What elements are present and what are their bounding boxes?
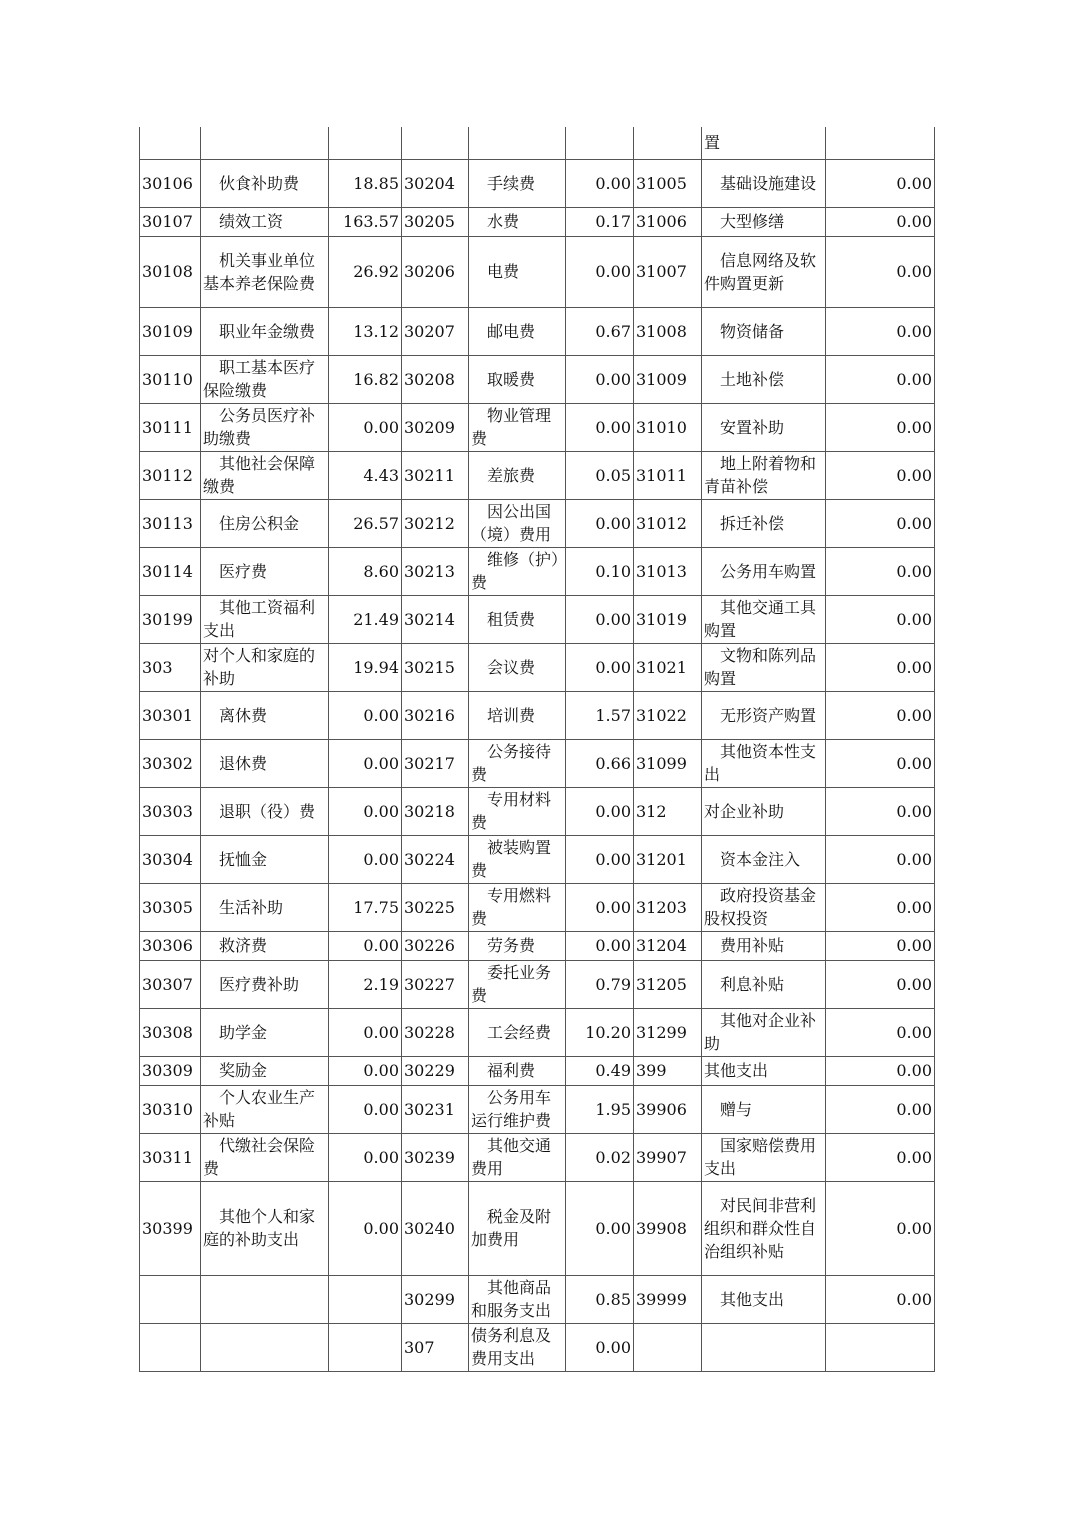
amount-cell: 0.79 — [566, 960, 634, 1008]
econ-code-cell: 312 — [634, 787, 702, 835]
amount-cell: 0.00 — [329, 835, 402, 883]
amount-cell: 0.85 — [566, 1275, 634, 1323]
item-name-cell: 赠与 — [702, 1085, 826, 1133]
item-name-cell: 电费 — [469, 236, 566, 307]
item-name-cell: 资本金注入 — [702, 835, 826, 883]
item-name-cell: 职业年金缴费 — [201, 307, 329, 355]
amount-cell: 0.00 — [826, 1133, 935, 1181]
econ-code-cell: 30112 — [140, 451, 201, 499]
table-row — [140, 787, 935, 835]
amount-cell: 0.00 — [329, 787, 402, 835]
item-name-cell: 公务用车购置 — [702, 547, 826, 595]
item-name-cell — [702, 1323, 826, 1371]
item-name-cell: 取暖费 — [469, 355, 566, 403]
item-name-cell: 差旅费 — [469, 451, 566, 499]
amount-cell: 26.57 — [329, 499, 402, 547]
econ-code-cell: 31011 — [634, 451, 702, 499]
econ-code-cell: 30310 — [140, 1085, 201, 1133]
item-name-cell: 其他交通工具购置 — [702, 595, 826, 643]
amount-cell: 0.00 — [826, 451, 935, 499]
amount-cell: 0.00 — [826, 835, 935, 883]
table-row — [140, 691, 935, 739]
item-name-cell: 租赁费 — [469, 595, 566, 643]
econ-code-cell: 30299 — [402, 1275, 469, 1323]
econ-code-cell: 31013 — [634, 547, 702, 595]
item-name-cell: 大型修缮 — [702, 207, 826, 236]
econ-code-cell: 31099 — [634, 739, 702, 787]
amount-cell: 0.00 — [826, 931, 935, 960]
econ-code-cell — [634, 1323, 702, 1371]
table-row — [140, 451, 935, 499]
table-row — [140, 931, 935, 960]
econ-code-cell: 30114 — [140, 547, 201, 595]
table-row — [140, 1085, 935, 1133]
item-name-cell: 伙食补助费 — [201, 159, 329, 207]
table-row — [140, 1008, 935, 1056]
item-name-cell: 委托业务费 — [469, 960, 566, 1008]
amount-cell: 0.00 — [826, 883, 935, 931]
table-row — [140, 1056, 935, 1085]
amount-cell: 0.00 — [826, 355, 935, 403]
econ-code-cell: 399 — [634, 1056, 702, 1085]
econ-code-cell: 30218 — [402, 787, 469, 835]
amount-cell: 0.00 — [566, 499, 634, 547]
amount-cell: 0.00 — [566, 835, 634, 883]
amount-cell — [329, 127, 402, 159]
amount-cell: 0.17 — [566, 207, 634, 236]
amount-cell: 0.67 — [566, 307, 634, 355]
item-name-cell: 奖励金 — [201, 1056, 329, 1085]
econ-code-cell: 30205 — [402, 207, 469, 236]
econ-code-cell: 30209 — [402, 403, 469, 451]
econ-code-cell: 30228 — [402, 1008, 469, 1056]
item-name-cell: 对个人和家庭的补助 — [201, 643, 329, 691]
econ-code-cell: 30311 — [140, 1133, 201, 1181]
table-row — [140, 127, 935, 159]
econ-code-cell: 30206 — [402, 236, 469, 307]
econ-code-cell: 30204 — [402, 159, 469, 207]
item-name-cell: 专用燃料费 — [469, 883, 566, 931]
amount-cell: 0.00 — [566, 931, 634, 960]
econ-code-cell: 30111 — [140, 403, 201, 451]
econ-code-cell: 30302 — [140, 739, 201, 787]
amount-cell: 0.05 — [566, 451, 634, 499]
amount-cell: 8.60 — [329, 547, 402, 595]
econ-code-cell: 31012 — [634, 499, 702, 547]
item-name-cell: 医疗费 — [201, 547, 329, 595]
econ-code-cell: 30239 — [402, 1133, 469, 1181]
econ-code-cell: 30305 — [140, 883, 201, 931]
amount-cell: 19.94 — [329, 643, 402, 691]
amount-cell: 26.92 — [329, 236, 402, 307]
amount-cell: 0.00 — [566, 1323, 634, 1371]
amount-cell: 0.00 — [826, 236, 935, 307]
econ-code-cell: 30301 — [140, 691, 201, 739]
amount-cell: 0.00 — [329, 403, 402, 451]
table-row — [140, 739, 935, 787]
amount-cell: 0.00 — [826, 1181, 935, 1275]
amount-cell: 0.66 — [566, 739, 634, 787]
econ-code-cell: 303 — [140, 643, 201, 691]
item-name-cell: 手续费 — [469, 159, 566, 207]
item-name-cell: 个人农业生产补贴 — [201, 1085, 329, 1133]
amount-cell: 0.00 — [566, 883, 634, 931]
amount-cell: 0.00 — [826, 960, 935, 1008]
table-row — [140, 1323, 935, 1371]
table-row — [140, 236, 935, 307]
item-name-cell: 税金及附加费用 — [469, 1181, 566, 1275]
econ-code-cell: 31010 — [634, 403, 702, 451]
table-row — [140, 159, 935, 207]
amount-cell — [826, 127, 935, 159]
item-name-cell: 其他资本性支出 — [702, 739, 826, 787]
item-name-cell: 邮电费 — [469, 307, 566, 355]
econ-code-cell: 30229 — [402, 1056, 469, 1085]
item-name-cell: 水费 — [469, 207, 566, 236]
item-name-cell: 劳务费 — [469, 931, 566, 960]
econ-code-cell: 31204 — [634, 931, 702, 960]
item-name-cell: 离休费 — [201, 691, 329, 739]
econ-code-cell: 30217 — [402, 739, 469, 787]
item-name-cell: 公务用车运行维护费 — [469, 1085, 566, 1133]
item-name-cell: 安置补助 — [702, 403, 826, 451]
item-name-cell: 拆迁补偿 — [702, 499, 826, 547]
econ-code-cell: 30216 — [402, 691, 469, 739]
econ-code-cell — [140, 1275, 201, 1323]
table-row — [140, 595, 935, 643]
amount-cell: 0.00 — [826, 595, 935, 643]
amount-cell: 0.00 — [826, 207, 935, 236]
table-body — [140, 127, 935, 1371]
item-name-cell: 生活补助 — [201, 883, 329, 931]
item-name-cell: 其他工资福利支出 — [201, 595, 329, 643]
amount-cell: 0.00 — [566, 595, 634, 643]
econ-code-cell: 30307 — [140, 960, 201, 1008]
econ-code-cell: 31201 — [634, 835, 702, 883]
amount-cell: 0.00 — [329, 1056, 402, 1085]
item-name-cell — [201, 1275, 329, 1323]
amount-cell: 4.43 — [329, 451, 402, 499]
table-row — [140, 499, 935, 547]
econ-code-cell: 30199 — [140, 595, 201, 643]
amount-cell: 0.00 — [329, 1008, 402, 1056]
econ-code-cell: 31005 — [634, 159, 702, 207]
item-name-cell: 医疗费补助 — [201, 960, 329, 1008]
amount-cell: 0.00 — [826, 307, 935, 355]
econ-code-cell: 30110 — [140, 355, 201, 403]
econ-code-cell: 30107 — [140, 207, 201, 236]
item-name-cell: 会议费 — [469, 643, 566, 691]
econ-code-cell: 31203 — [634, 883, 702, 931]
amount-cell: 21.49 — [329, 595, 402, 643]
item-name-cell: 物资储备 — [702, 307, 826, 355]
amount-cell: 0.00 — [826, 739, 935, 787]
amount-cell: 1.95 — [566, 1085, 634, 1133]
econ-code-cell: 30109 — [140, 307, 201, 355]
item-name-cell: 其他支出 — [702, 1275, 826, 1323]
econ-code-cell: 30211 — [402, 451, 469, 499]
item-name-cell: 土地补偿 — [702, 355, 826, 403]
econ-code-cell: 30108 — [140, 236, 201, 307]
table-row — [140, 1181, 935, 1275]
amount-cell: 0.00 — [566, 355, 634, 403]
econ-code-cell: 307 — [402, 1323, 469, 1371]
amount-cell: 0.00 — [826, 1008, 935, 1056]
econ-code-cell: 30240 — [402, 1181, 469, 1275]
table-row — [140, 1133, 935, 1181]
item-name-cell — [201, 1323, 329, 1371]
table-row — [140, 960, 935, 1008]
econ-code-cell: 30399 — [140, 1181, 201, 1275]
item-name-cell: 费用补贴 — [702, 931, 826, 960]
item-name-cell: 置 — [702, 127, 826, 159]
table-row — [140, 1275, 935, 1323]
item-name-cell: 公务接待费 — [469, 739, 566, 787]
econ-code-cell: 31299 — [634, 1008, 702, 1056]
item-name-cell: 退休费 — [201, 739, 329, 787]
item-name-cell: 维修（护）费 — [469, 547, 566, 595]
table-row — [140, 835, 935, 883]
item-name-cell: 债务利息及费用支出 — [469, 1323, 566, 1371]
amount-cell: 0.00 — [826, 643, 935, 691]
econ-code-cell: 30225 — [402, 883, 469, 931]
amount-cell: 0.00 — [826, 499, 935, 547]
item-name-cell: 对民间非营利组织和群众性自治组织补贴 — [702, 1181, 826, 1275]
amount-cell: 0.00 — [826, 787, 935, 835]
item-name-cell: 机关事业单位基本养老保险费 — [201, 236, 329, 307]
item-name-cell: 代缴社会保险费 — [201, 1133, 329, 1181]
item-name-cell — [201, 127, 329, 159]
amount-cell: 13.12 — [329, 307, 402, 355]
econ-code-cell: 30113 — [140, 499, 201, 547]
item-name-cell: 利息补贴 — [702, 960, 826, 1008]
econ-code-cell: 30106 — [140, 159, 201, 207]
econ-code-cell: 30309 — [140, 1056, 201, 1085]
econ-code-cell: 30215 — [402, 643, 469, 691]
budget-expenditure-table — [139, 127, 935, 1372]
item-name-cell: 住房公积金 — [201, 499, 329, 547]
item-name-cell: 对企业补助 — [702, 787, 826, 835]
item-name-cell: 基础设施建设 — [702, 159, 826, 207]
item-name-cell: 公务员医疗补助缴费 — [201, 403, 329, 451]
amount-cell: 18.85 — [329, 159, 402, 207]
amount-cell: 17.75 — [329, 883, 402, 931]
amount-cell: 0.00 — [566, 403, 634, 451]
item-name-cell: 政府投资基金股权投资 — [702, 883, 826, 931]
econ-code-cell: 31022 — [634, 691, 702, 739]
amount-cell: 0.00 — [826, 403, 935, 451]
econ-code-cell: 31006 — [634, 207, 702, 236]
amount-cell: 16.82 — [329, 355, 402, 403]
amount-cell: 2.19 — [329, 960, 402, 1008]
amount-cell: 0.49 — [566, 1056, 634, 1085]
amount-cell: 0.00 — [329, 1133, 402, 1181]
amount-cell: 0.00 — [826, 1085, 935, 1133]
amount-cell: 0.00 — [566, 1181, 634, 1275]
item-name-cell: 其他社会保障缴费 — [201, 451, 329, 499]
amount-cell — [329, 1323, 402, 1371]
econ-code-cell: 31008 — [634, 307, 702, 355]
item-name-cell: 其他交通费用 — [469, 1133, 566, 1181]
amount-cell: 0.00 — [329, 1085, 402, 1133]
amount-cell: 0.10 — [566, 547, 634, 595]
amount-cell: 1.57 — [566, 691, 634, 739]
econ-code-cell: 39906 — [634, 1085, 702, 1133]
econ-code-cell: 31019 — [634, 595, 702, 643]
amount-cell: 0.00 — [566, 643, 634, 691]
item-name-cell: 无形资产购置 — [702, 691, 826, 739]
econ-code-cell — [402, 127, 469, 159]
item-name-cell: 专用材料费 — [469, 787, 566, 835]
econ-code-cell: 30303 — [140, 787, 201, 835]
amount-cell: 0.00 — [329, 691, 402, 739]
item-name-cell: 工会经费 — [469, 1008, 566, 1056]
item-name-cell: 国家赔偿费用支出 — [702, 1133, 826, 1181]
econ-code-cell: 30308 — [140, 1008, 201, 1056]
econ-code-cell: 30214 — [402, 595, 469, 643]
item-name-cell: 因公出国（境）费用 — [469, 499, 566, 547]
amount-cell — [329, 1275, 402, 1323]
econ-code-cell — [140, 1323, 201, 1371]
item-name-cell: 其他商品和服务支出 — [469, 1275, 566, 1323]
econ-code-cell: 30227 — [402, 960, 469, 1008]
amount-cell: 0.00 — [566, 236, 634, 307]
item-name-cell: 其他支出 — [702, 1056, 826, 1085]
econ-code-cell: 30306 — [140, 931, 201, 960]
item-name-cell — [469, 127, 566, 159]
item-name-cell: 职工基本医疗保险缴费 — [201, 355, 329, 403]
amount-cell: 0.00 — [566, 159, 634, 207]
amount-cell: 0.00 — [329, 1181, 402, 1275]
econ-code-cell: 31007 — [634, 236, 702, 307]
amount-cell: 0.00 — [566, 787, 634, 835]
table-row — [140, 207, 935, 236]
amount-cell — [826, 1323, 935, 1371]
econ-code-cell: 30304 — [140, 835, 201, 883]
amount-cell: 0.00 — [329, 739, 402, 787]
econ-code-cell: 30224 — [402, 835, 469, 883]
item-name-cell: 物业管理费 — [469, 403, 566, 451]
econ-code-cell: 39907 — [634, 1133, 702, 1181]
table-row — [140, 883, 935, 931]
item-name-cell: 助学金 — [201, 1008, 329, 1056]
econ-code-cell: 31021 — [634, 643, 702, 691]
econ-code-cell: 39999 — [634, 1275, 702, 1323]
amount-cell: 0.00 — [826, 547, 935, 595]
item-name-cell: 退职（役）费 — [201, 787, 329, 835]
econ-code-cell — [634, 127, 702, 159]
table-row — [140, 403, 935, 451]
amount-cell: 0.00 — [826, 1056, 935, 1085]
item-name-cell: 被装购置费 — [469, 835, 566, 883]
econ-code-cell: 30207 — [402, 307, 469, 355]
amount-cell — [566, 127, 634, 159]
item-name-cell: 绩效工资 — [201, 207, 329, 236]
item-name-cell: 抚恤金 — [201, 835, 329, 883]
econ-code-cell: 30208 — [402, 355, 469, 403]
table-row — [140, 355, 935, 403]
econ-code-cell: 31205 — [634, 960, 702, 1008]
amount-cell: 10.20 — [566, 1008, 634, 1056]
table-row — [140, 643, 935, 691]
amount-cell: 163.57 — [329, 207, 402, 236]
amount-cell: 0.00 — [329, 931, 402, 960]
table-row — [140, 307, 935, 355]
econ-code-cell: 30212 — [402, 499, 469, 547]
item-name-cell: 其他个人和家庭的补助支出 — [201, 1181, 329, 1275]
amount-cell: 0.02 — [566, 1133, 634, 1181]
item-name-cell: 信息网络及软件购置更新 — [702, 236, 826, 307]
econ-code-cell: 30213 — [402, 547, 469, 595]
econ-code-cell: 31009 — [634, 355, 702, 403]
item-name-cell: 培训费 — [469, 691, 566, 739]
econ-code-cell: 39908 — [634, 1181, 702, 1275]
item-name-cell: 文物和陈列品购置 — [702, 643, 826, 691]
table-row — [140, 547, 935, 595]
amount-cell: 0.00 — [826, 1275, 935, 1323]
amount-cell: 0.00 — [826, 691, 935, 739]
econ-code-cell: 30231 — [402, 1085, 469, 1133]
item-name-cell: 地上附着物和青苗补偿 — [702, 451, 826, 499]
econ-code-cell: 30226 — [402, 931, 469, 960]
item-name-cell: 福利费 — [469, 1056, 566, 1085]
amount-cell: 0.00 — [826, 159, 935, 207]
econ-code-cell — [140, 127, 201, 159]
item-name-cell: 其他对企业补助 — [702, 1008, 826, 1056]
item-name-cell: 救济费 — [201, 931, 329, 960]
